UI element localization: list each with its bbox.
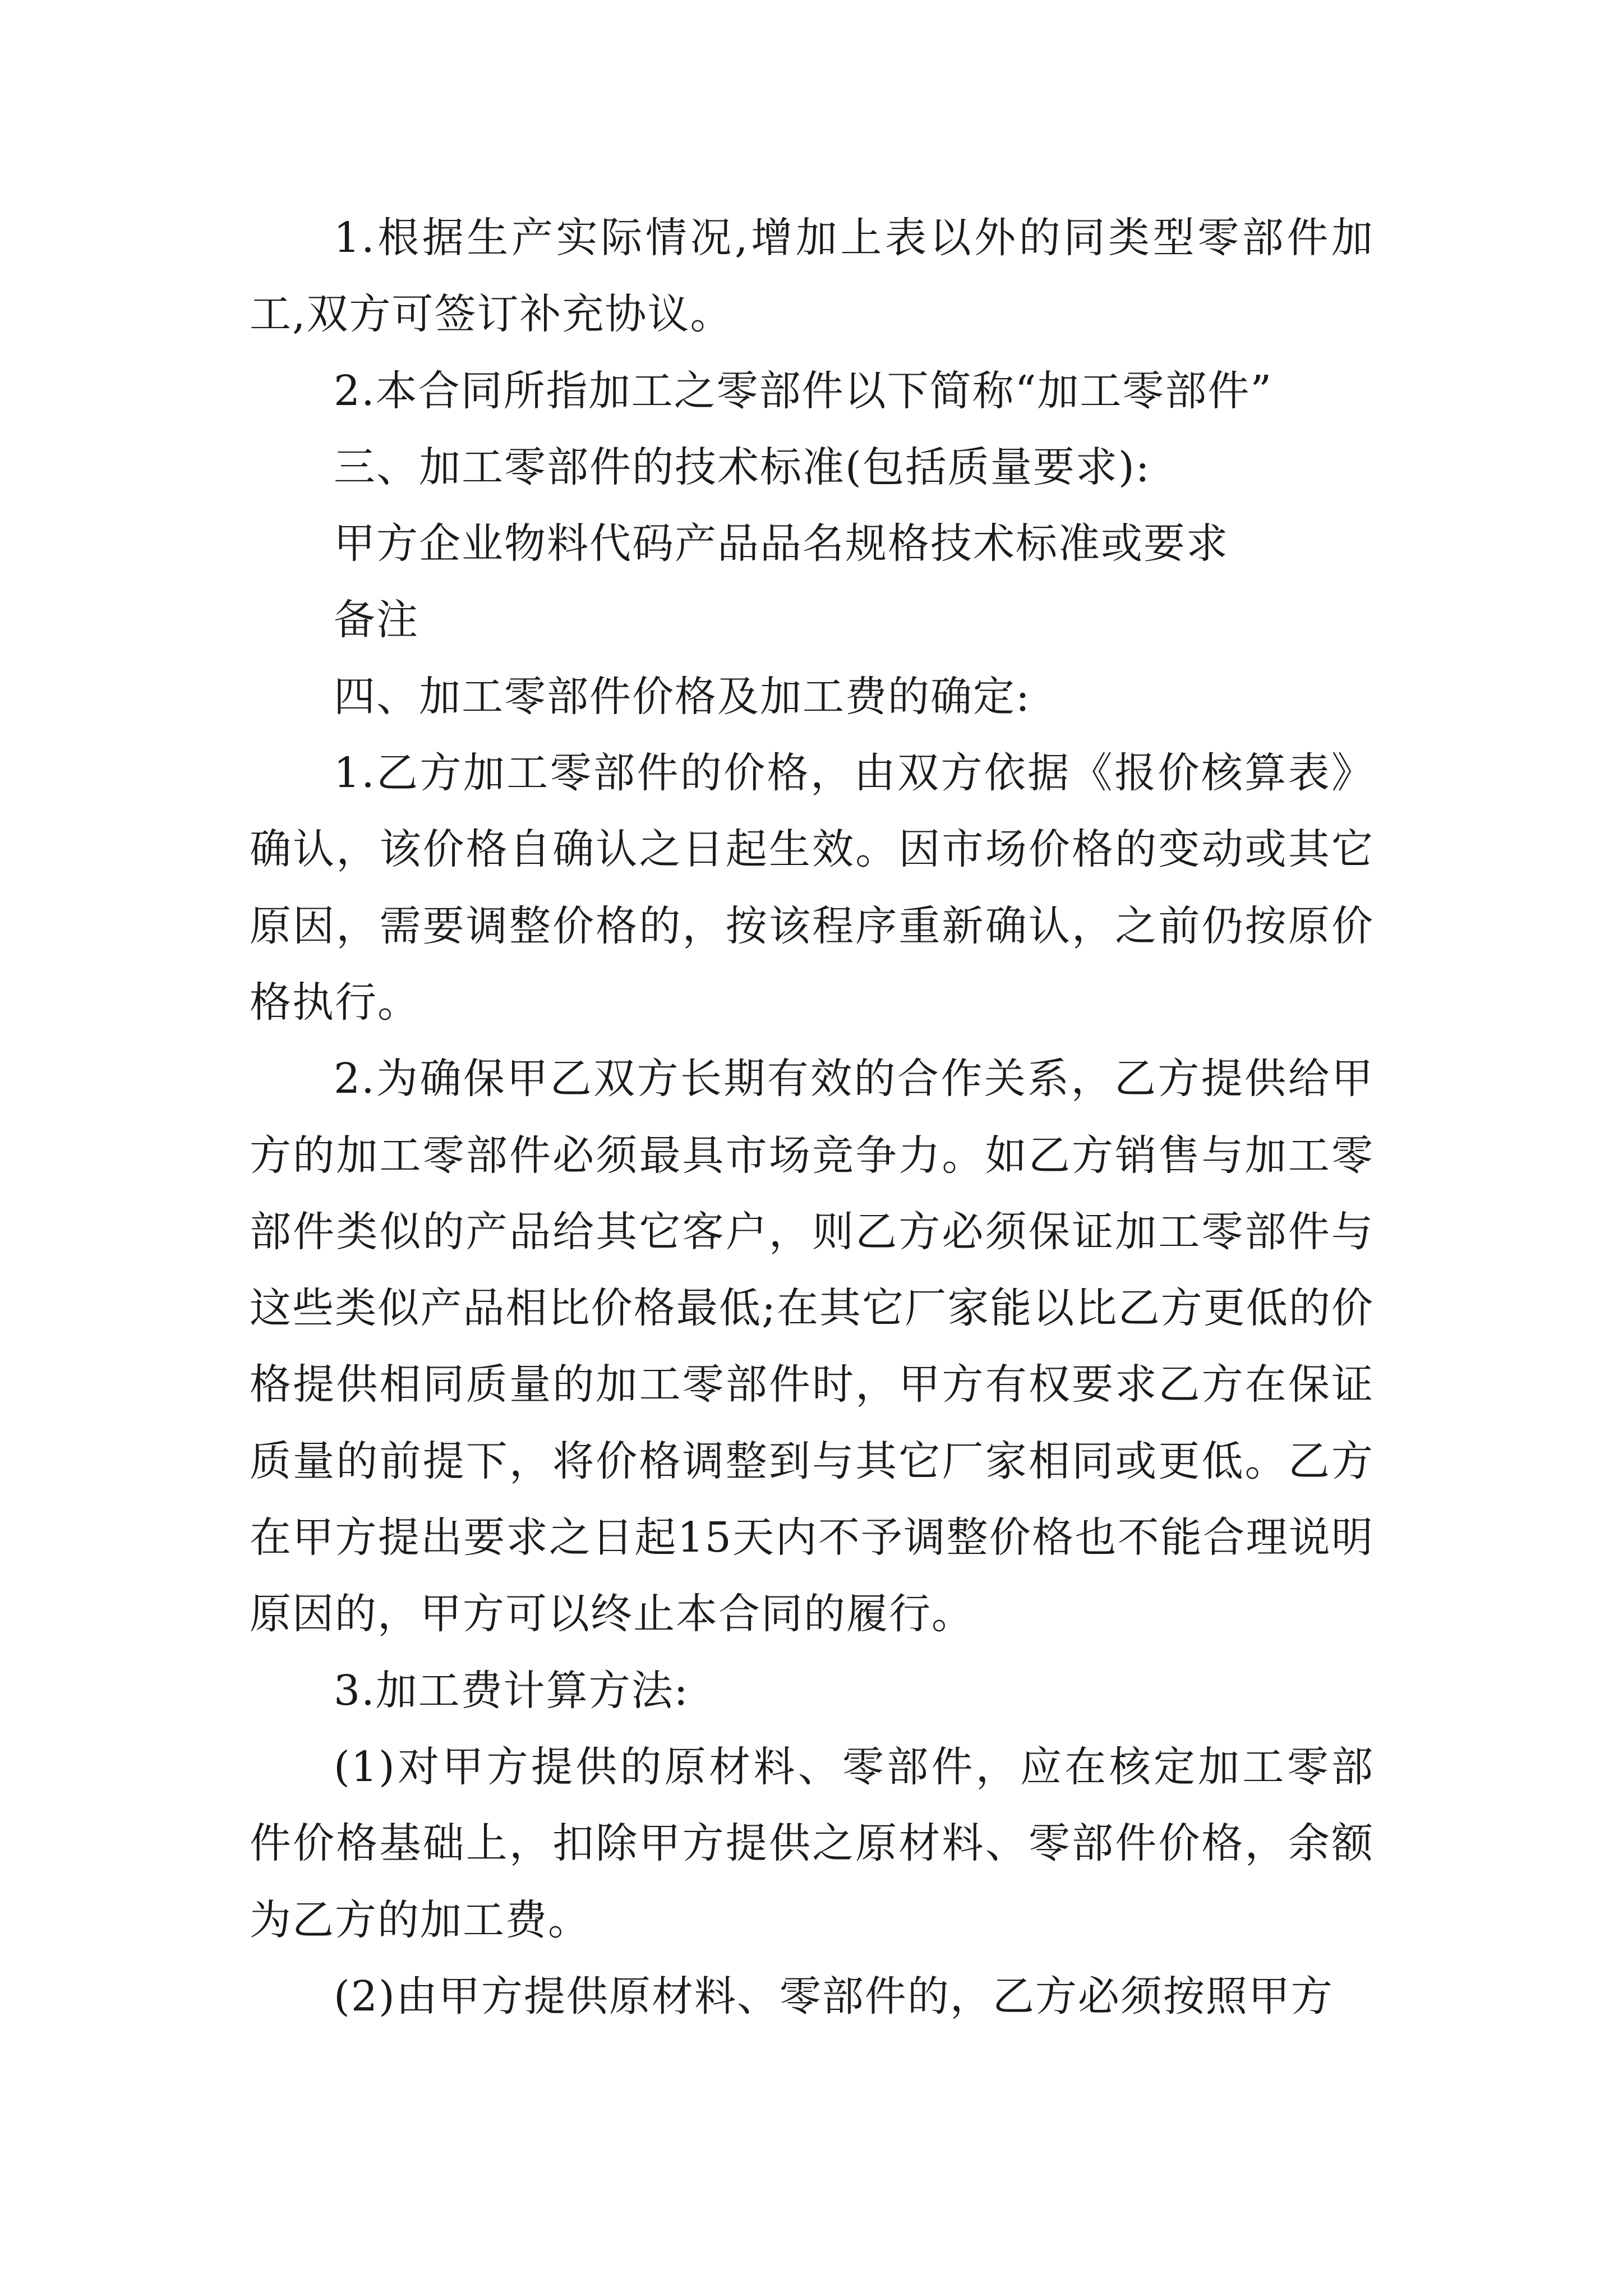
clause-4-2: 2.为确保甲乙双方长期有效的合作关系，乙方提供给甲方的加工零部件必须最具市场竞争力。如乙方销售与加工零部件类似的产品给其它客户，则乙方必须保证加工零部件与这些类似产品相比价格最低;在其它厂家能以比乙方更低的价格提供相同质量的加工零部件时，甲方有权要求乙方在保证质量的前提下，将价格调整到与其它厂家相同或更低。乙方在甲方提出要求之日起15天内不予调整价格也不能合理说明原因的，甲方可以终止本合同的履行。 — [250, 1055, 1374, 1639]
section-4-heading: 四、加工零部件价格及加工费的确定: — [334, 672, 1031, 721]
clause-1-1: 1.根据生产实际情况,增加上表以外的同类型零部件加工,双方可签订补充协议。 — [250, 214, 1374, 339]
table-header-remark: 备注 — [334, 596, 419, 645]
clause-4-3: 3.加工费计算方法: — [334, 1666, 689, 1715]
table-header-columns: 甲方企业物料代码产品品名规格技术标准或要求 — [334, 519, 1229, 568]
clause-4-1: 1.乙方加工零部件的价格，由双方依据《报价核算表》确认，该价格自确认之日起生效。因市场价格的变动或其它原因，需要调整价格的，按该程序重新确认，之前仍按原价格执行。 — [250, 749, 1374, 1027]
clause-4-3-1: (1)对甲方提供的原材料、零部件，应在核定加工零部件价格基础上，扣除甲方提供之原材料、零部件价格，余额为乙方的加工费。 — [250, 1742, 1374, 1944]
clause-4-3-2: (2)由甲方提供原材料、零部件的，乙方必须按照甲方 — [334, 1972, 1334, 2021]
section-3-heading: 三、加工零部件的技术标准(包括质量要求): — [334, 443, 1151, 491]
document-body — [250, 200, 1374, 2035]
clause-1-2: 2.本合同所指加工之零部件以下简称“加工零部件” — [334, 366, 1273, 415]
